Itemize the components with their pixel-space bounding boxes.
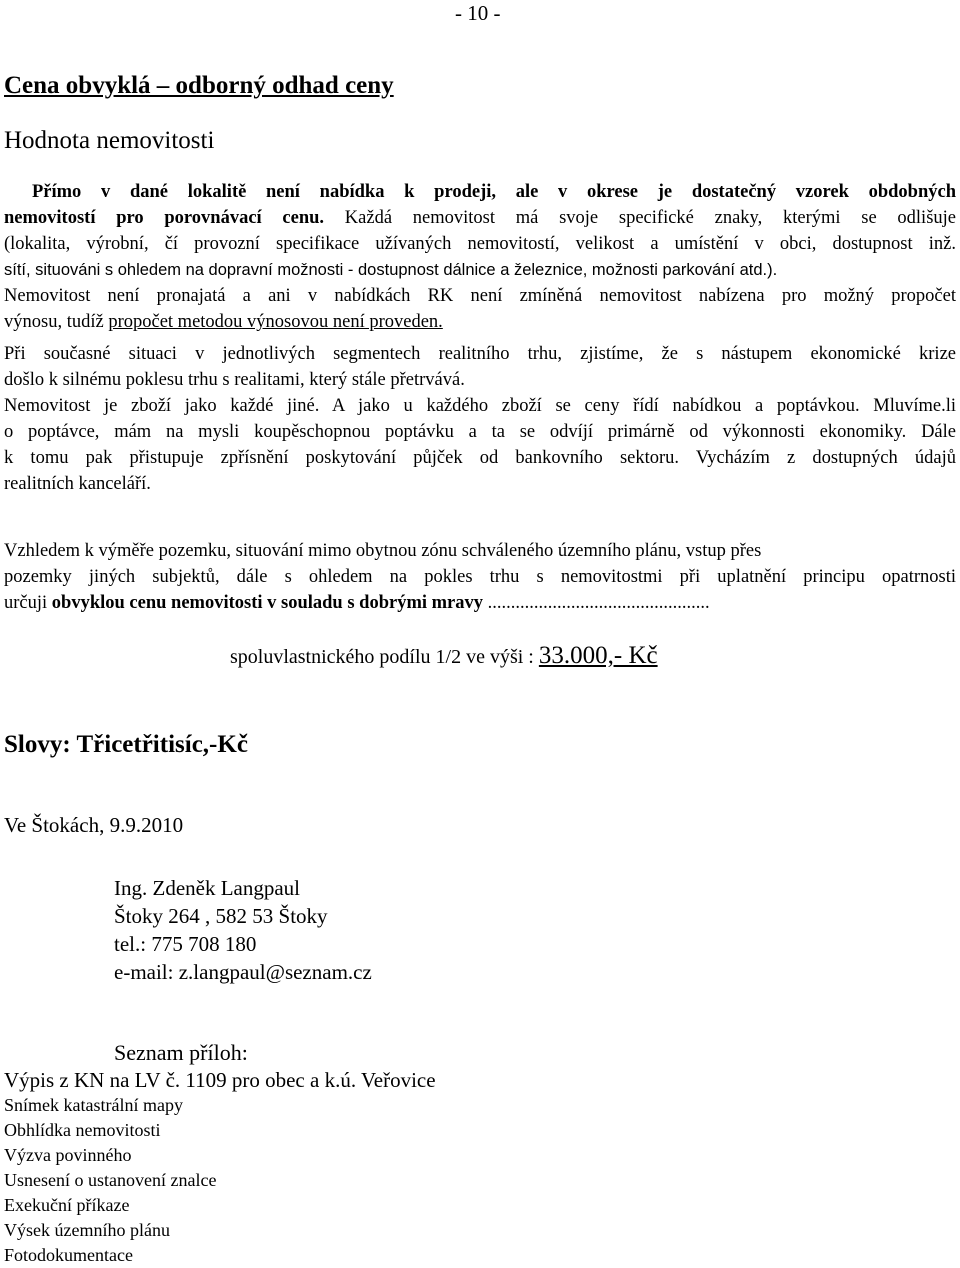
author-phone: tel.: 775 708 180 — [114, 932, 257, 956]
conclusion-paragraph — [4, 538, 956, 616]
author-email: e-mail: z.langpaul@seznam.cz — [114, 960, 372, 984]
para1-line: Nemovitost není pronajatá a ani v nabídkách RK není zmíněná nemovitost nabízena pro možný propočet — [4, 286, 956, 306]
para1-line: sítí, situováni s ohledem na dopravní možnosti - dostupnost dálnice a železnice, možnosti parkování atd.). — [4, 261, 778, 279]
para1-line: Přímo v dané lokalitě není nabídka k prodeji, ale v okrese je dostatečný vzorek obdobných — [32, 182, 956, 202]
signature-block — [114, 874, 372, 986]
attachment-item: Výpis z KN na LV č. 1109 pro obec a k.ú. Veřovice — [4, 1068, 436, 1092]
attachment-item: Usnesení o ustanovení znalce — [4, 1170, 217, 1190]
share-amount: 33.000,- Kč — [538, 642, 658, 669]
para2-line: o poptávce, mám na mysli koupěschopnou poptávku a ta se odvíjí primárně od výkonnosti ekonomiky. Dále — [4, 422, 956, 442]
para1-line — [4, 309, 956, 335]
underlined-text: propočet metodou výnosovou není proveden. — [108, 312, 443, 332]
attachment-item: Obhlídka nemovitosti — [4, 1120, 161, 1140]
author-address: Štoky 264 , 582 53 Štoky — [114, 904, 328, 928]
para3-line: Vzhledem k výměře pozemku, situování mimo obytnou zónu schváleného územního plánu, vstup přes — [4, 541, 762, 561]
valuation-paragraph — [4, 179, 956, 335]
attachment-item: Výzva povinného — [4, 1145, 132, 1165]
para2-line: realitních kanceláří. — [4, 474, 151, 494]
section-subheading: Hodnota nemovitosti — [4, 127, 215, 154]
amount-in-words: Slovy: Třicetřitisíc,-Kč — [4, 731, 248, 758]
attachment-item: Výsek územního plánu — [4, 1220, 170, 1240]
para1-line: (lokalita, výrobní, čí provozní specifikace užívaných nemovitostí, velikost a umístění v obci, dostupnost inž. — [4, 234, 956, 254]
para1-line — [4, 205, 956, 231]
market-paragraph — [4, 341, 956, 497]
attachment-item: Exekuční příkaze — [4, 1195, 130, 1215]
attachments-list — [4, 1068, 436, 1268]
text: určuji — [4, 593, 52, 613]
para2-line: Při současné situaci v jednotlivých segmentech realitního trhu, zjistíme, že s nástupem ekonomické krize — [4, 344, 956, 364]
para3-line: pozemky jiných subjektů, dále s ohledem na pokles trhu s nemovitostmi při uplatnění principu opatrnosti — [4, 567, 956, 587]
section-heading: Cena obvyklá – odborný odhad ceny — [4, 72, 394, 99]
bold-text: obvyklou cenu nemovitosti v souladu s dobrými mravy — [51, 593, 483, 613]
text: Každá nemovitost má svoje specifické znaky, kterými se odlišuje — [324, 208, 956, 228]
dots: ................................................ — [483, 593, 710, 613]
para2-line: Nemovitost je zboží jako každé jiné. A jako u každého zboží se ceny řídí nabídkou a poptávkou. Mluvíme.li — [4, 396, 956, 416]
attachment-item: Snímek katastrální mapy — [4, 1095, 183, 1115]
page-number: - 10 - — [455, 1, 501, 25]
place-date: Ve Štokách, 9.9.2010 — [4, 813, 184, 837]
text: výnosu, tudíž — [4, 312, 109, 332]
para3-line — [4, 590, 956, 616]
attachment-item: Fotodokumentace — [4, 1245, 133, 1265]
bold-text: nemovitostí pro porovnávací cenu. — [4, 208, 325, 228]
author-name: Ing. Zdeněk Langpaul — [114, 876, 301, 900]
share-value — [230, 642, 658, 670]
attachments-heading: Seznam příloh: — [114, 1040, 248, 1065]
para2-line: došlo k silnému poklesu trhu s realitami, který stále přetrvává. — [4, 370, 465, 390]
share-label: spoluvlastnického podílu 1/2 ve výši : — [230, 646, 539, 668]
para2-line: k tomu pak přistupuje zpřísnění poskytování půjček od bankovního sektoru. Vycházím z dostupných údajů — [4, 448, 956, 468]
